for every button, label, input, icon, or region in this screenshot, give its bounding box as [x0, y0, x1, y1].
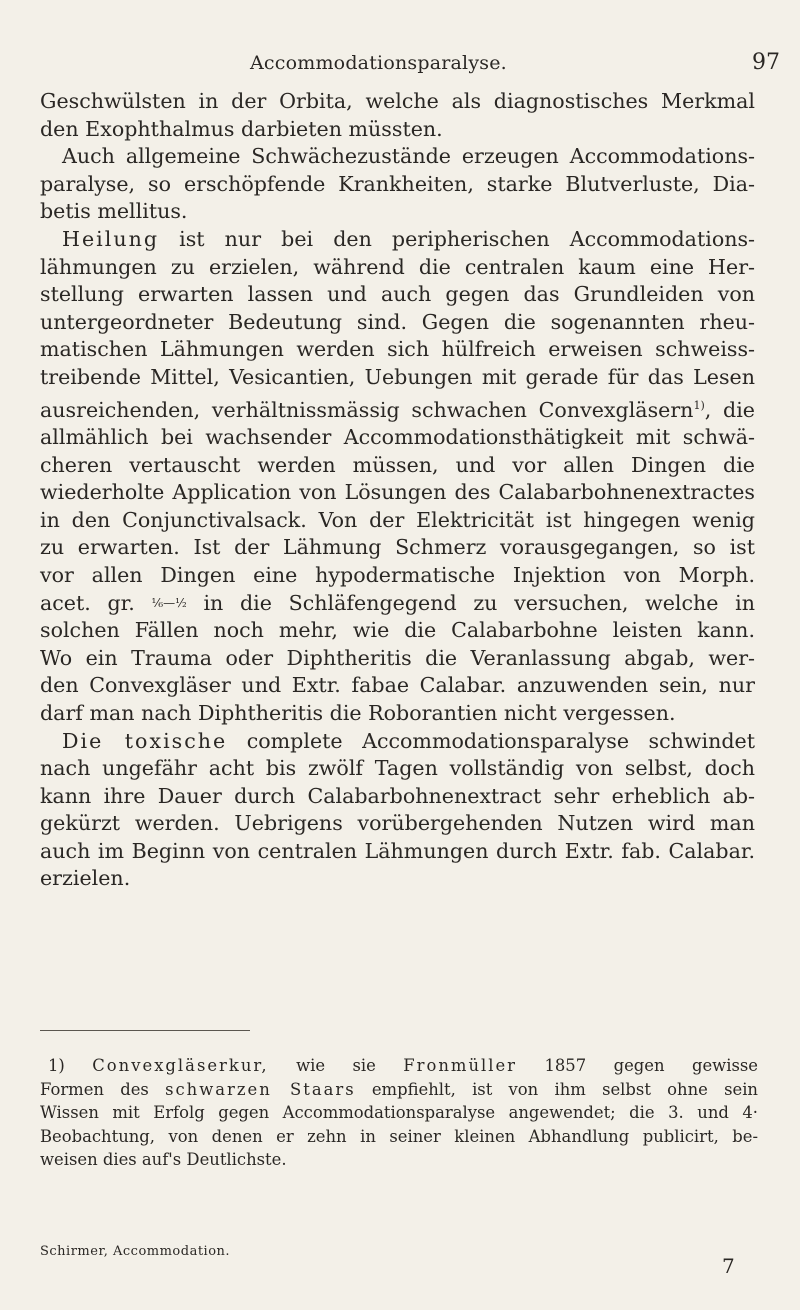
text-line: Geschwülsten in der Orbita, welche als diagnostisches Merkmal — [40, 89, 755, 113]
text-line: betis mellitus. — [40, 199, 188, 224]
footnote — [40, 1054, 758, 1172]
text-line: paralyse, so erschöpfende Krankheiten, starke Blutverluste, Dia- — [40, 171, 755, 196]
text-line: cheren vertauscht werden müssen, und vor allen Dingen die — [40, 452, 755, 477]
text-line: erzielen. — [40, 866, 131, 891]
text-line: stellung erwarten lassen und auch gegen das Grundleiden von — [40, 282, 755, 307]
footnote-line: weisen dies auf's Deutlichste. — [40, 1150, 287, 1170]
text-line: treibende Mittel, Vesicantien, Uebungen mit gerade für das Lesen — [40, 364, 755, 389]
text-line: Heilung ist nur bei den peripherischen Accommodations- — [62, 226, 756, 251]
text-line: in den Conjunctivalsack. Von der Elektricität ist hingegen wenig — [40, 507, 755, 532]
text-line: auch im Beginn von centralen Lähmungen durch Extr. fab. Calabar. — [40, 838, 755, 863]
text-line: Die toxische complete Accommodationsparalyse schwindet — [62, 728, 755, 753]
text-line: lähmungen zu erzielen, während die centralen kaum eine Her- — [40, 254, 755, 279]
text-line: vor allen Dingen eine hypodermatische Injektion von Morph. — [40, 562, 755, 587]
text-line: gekürzt werden. Uebrigens vorübergehenden Nutzen wird man — [40, 811, 755, 836]
text-line: acet. gr. ⅙—½ in die Schläfengegend zu versuchen, welche in — [40, 590, 755, 618]
footnote-ref: 1) — [693, 398, 705, 412]
footnote-line: 1) Convexgläserkur, wie sie Fronmüller 1857 gegen gewisse — [48, 1056, 758, 1075]
main-text — [40, 88, 755, 893]
text-line: ausreichenden, verhältnissmässig schwachen Convexgläsern$^{1)}$, die — [40, 397, 755, 422]
footnote-line: Formen des schwarzen Staars empfiehlt, ist von ihm selbst ohne sein — [40, 1079, 758, 1099]
sheet-number: 7 — [722, 1254, 735, 1278]
emphasis-toxische: Die toxische — [62, 728, 228, 753]
footnote-line: Wissen mit Erfolg gegen Accommodationsparalyse angewendet; die 3. und 4· — [40, 1103, 758, 1123]
text-line: Auch allgemeine Schwächezustände erzeugen Accommodations- — [62, 144, 755, 169]
text-line: den Convexgläser und Extr. fabae Calabar. anzuwenden sein, nur — [40, 673, 755, 698]
text-line: den Exophthalmus darbieten müssten. — [40, 116, 443, 141]
dose-fraction: ⅙—½ — [151, 595, 187, 610]
text-line: matischen Lähmungen werden sich hülfreich erweisen schweiss- — [40, 337, 755, 362]
running-title: Accommodationsparalyse. — [250, 52, 507, 74]
emphasis-heilung: Heilung — [62, 226, 160, 251]
printer-signature: Schirmer, Accommodation. — [40, 1244, 231, 1259]
text-line: kann ihre Dauer durch Calabarbohnenextract sehr erheblich ab- — [40, 783, 755, 808]
text-line: solchen Fällen noch mehr, wie die Calabarbohne leisten kann. — [40, 618, 755, 643]
text-line: nach ungefähr acht bis zwölf Tagen vollständig von selbst, doch — [40, 756, 755, 781]
text-line: wiederholte Application von Lösungen des Calabarbohnenextractes — [40, 480, 755, 505]
text-line: darf man nach Diphtheritis die Roborantien nicht vergessen. — [40, 700, 676, 725]
text-line: zu erwarten. Ist der Lähmung Schmerz vorausgegangen, so ist — [40, 535, 755, 560]
page-number: 97 — [752, 50, 780, 75]
text-line: Wo ein Trauma oder Diphtheritis die Veranlassung abgab, wer- — [40, 645, 755, 670]
footnote-divider — [40, 1030, 250, 1031]
text-line: untergeordneter Bedeutung sind. Gegen die sogenannten rheu- — [40, 309, 755, 334]
footnote-line: Beobachtung, von denen er zehn in seiner kleinen Abhandlung publicirt, be- — [40, 1126, 758, 1146]
text-line: allmählich bei wachsender Accommodationsthätigkeit mit schwä- — [40, 424, 755, 449]
